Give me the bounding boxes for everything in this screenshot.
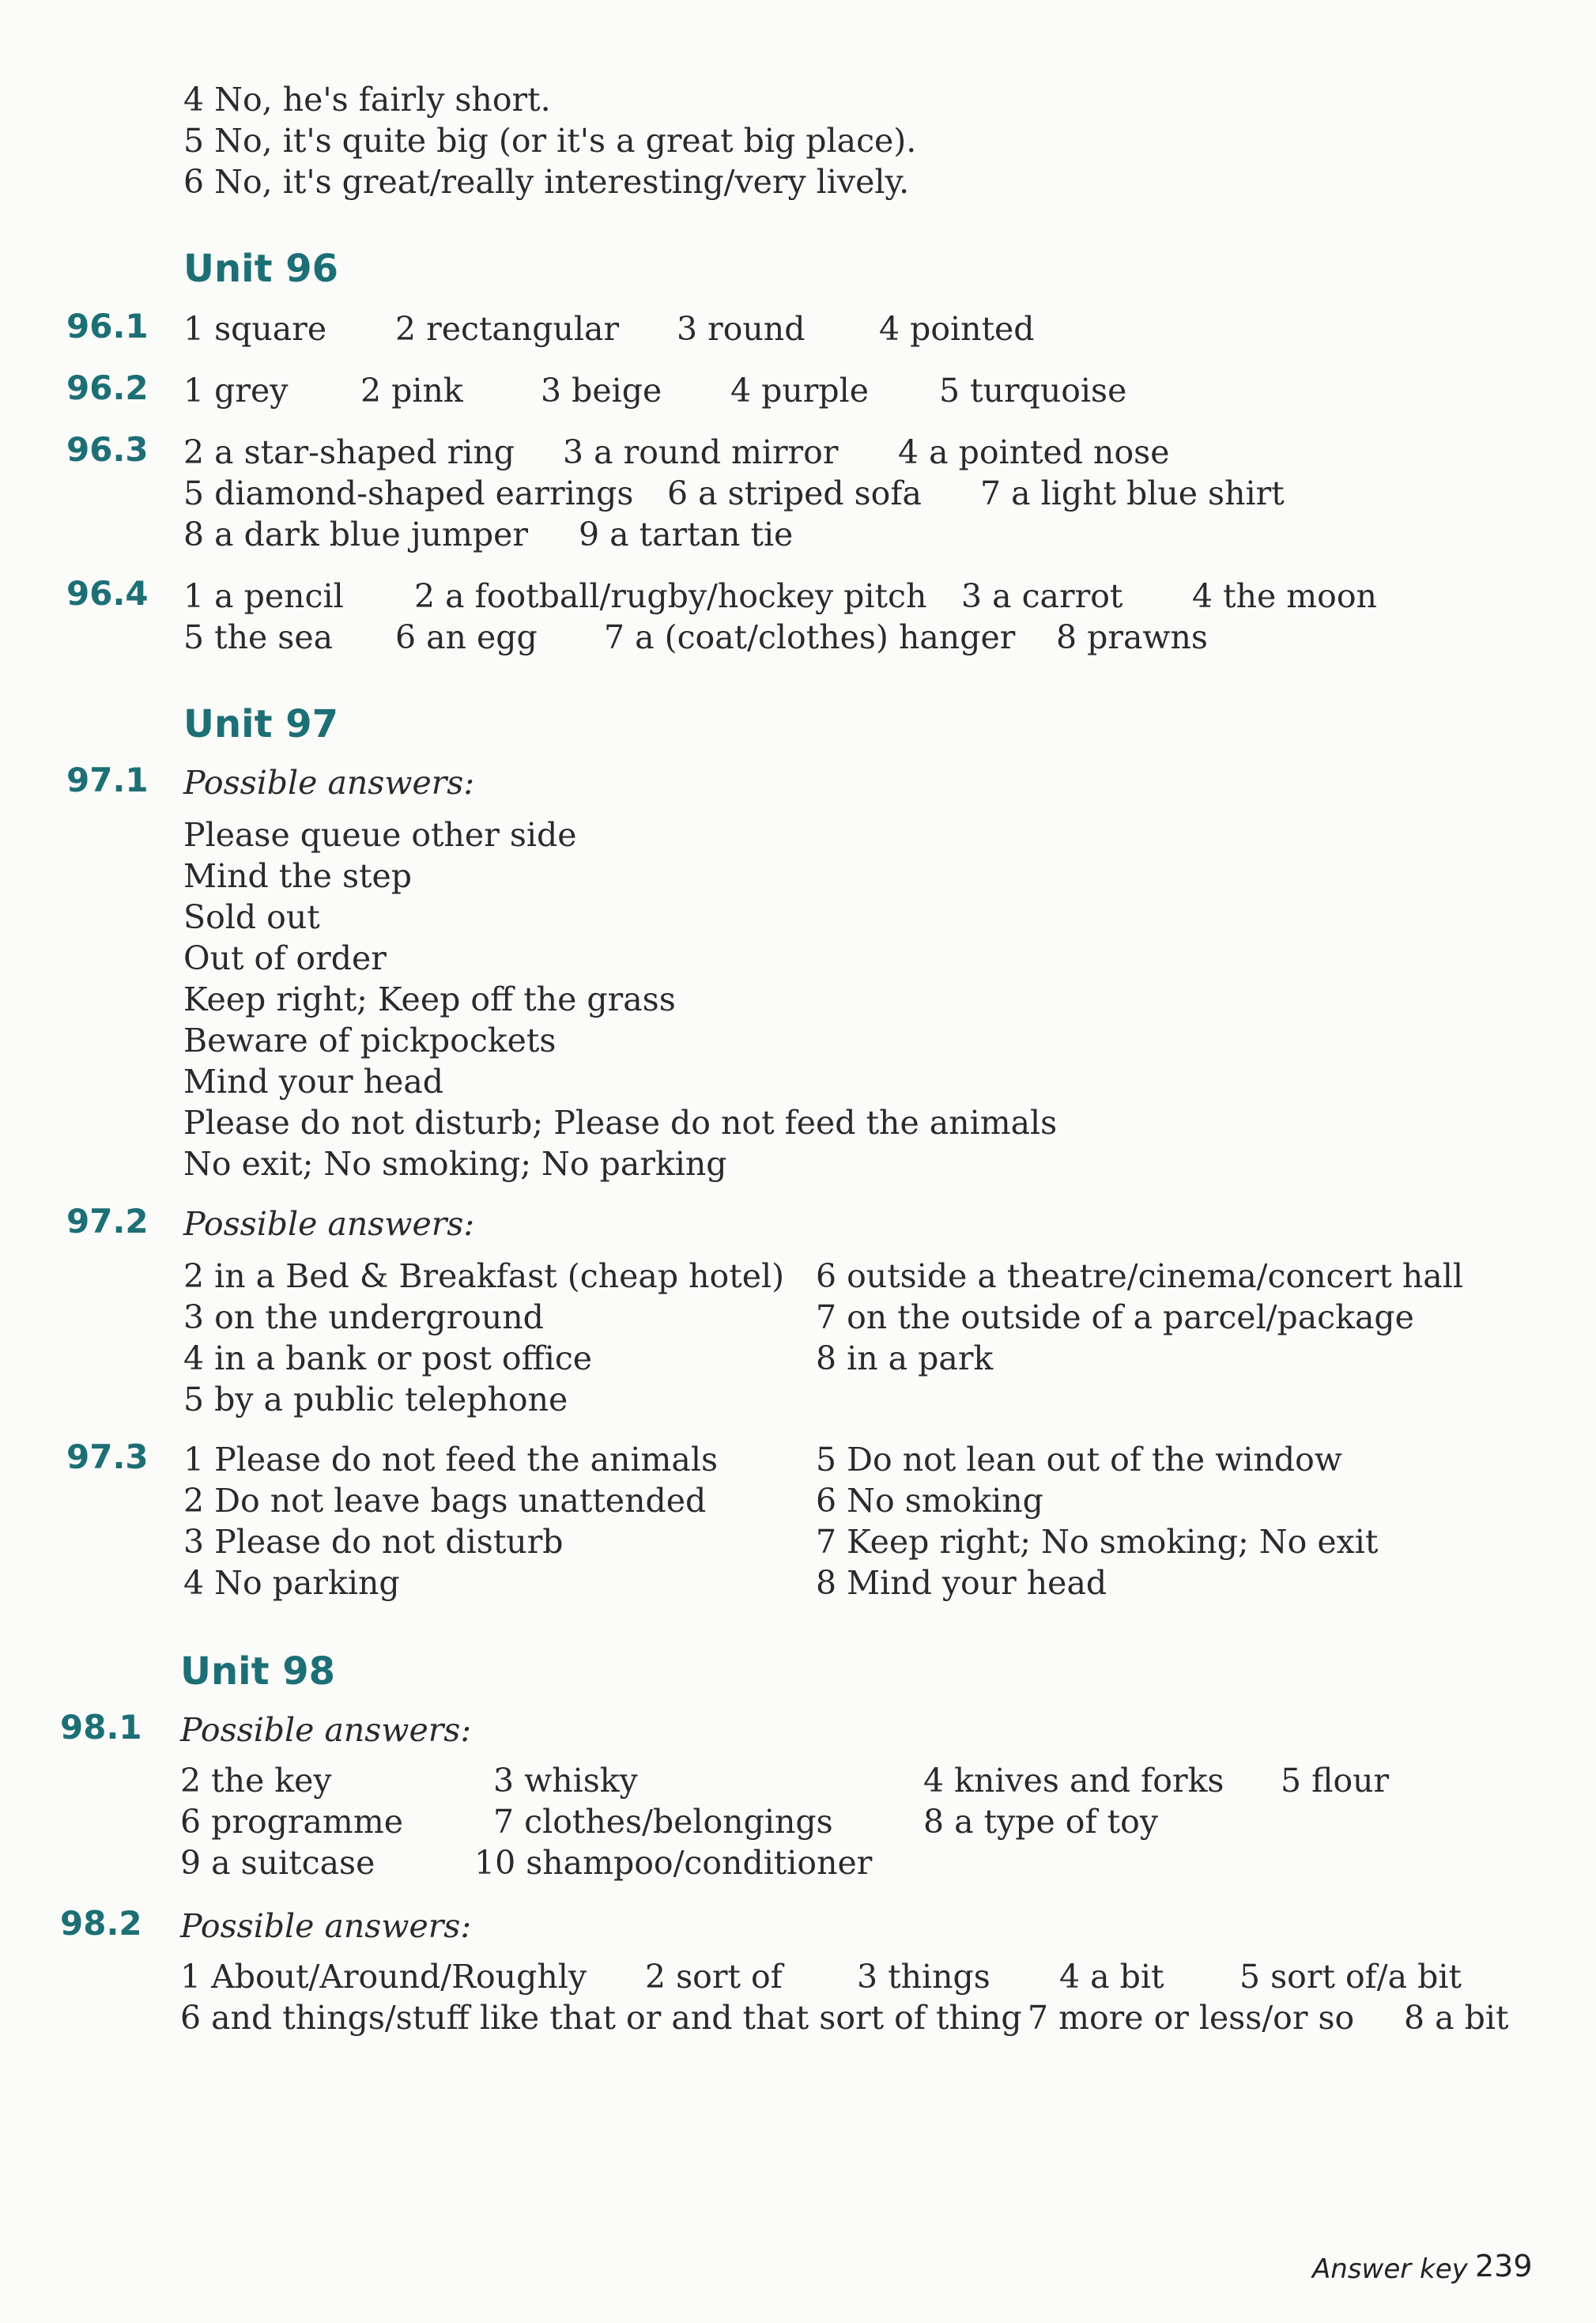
answer-item: 4 pointed [879,310,1035,348]
answer-item: 3 whisky [493,1762,638,1800]
exercise-number: 97.3 [66,1437,149,1476]
answer-item: 2 a star-shaped ring [183,433,515,471]
answer-item: 5 sort of/a bit [1239,1958,1462,1996]
answer-item: 5 Do not lean out of the window [816,1441,1342,1479]
answer-line: Sold out [183,898,320,936]
answer-item: 8 a type of toy [923,1803,1158,1841]
answer-item: 2 pink [360,372,463,410]
answer-item: 10 shampoo/conditioner [474,1844,873,1882]
answer-item: 6 a striped sofa [667,474,922,512]
answer-item: 2 in a Bed & Breakfast (cheap hotel) [183,1257,785,1295]
answer-item: 4 purple [730,372,869,410]
answer-item: 8 a bit [1404,1999,1509,2037]
answer-item: 8 a dark blue jumper [183,516,528,553]
answer-item: 4 a bit [1059,1958,1164,1996]
answer-line: 5 No, it's quite big (or it's a great big place). [183,122,917,160]
answer-item: 3 a round mirror [563,433,839,471]
answer-item: 8 Mind your head [816,1564,1107,1602]
answer-item: 5 by a public telephone [183,1381,568,1418]
answer-line: Out of order [183,939,387,977]
answer-item: 2 rectangular [395,310,620,348]
answer-line: Mind the step [183,857,412,895]
answer-item: 3 things [857,1958,990,1996]
answer-item: 5 flour [1281,1762,1390,1800]
exercise-number: 96.3 [66,430,149,469]
answer-item: 3 on the underground [183,1298,544,1336]
answer-item: 3 beige [541,372,662,410]
answer-item: 6 and things/stuff like that or and that sort of thing [180,1999,1022,2037]
unit-heading: Unit 97 [183,702,339,746]
answer-line: Beware of pickpockets [183,1022,557,1060]
answer-item: 6 an egg [395,618,538,656]
exercise-number: 96.4 [66,574,149,613]
answer-item: 5 the sea [183,618,334,656]
possible-answers-note: Possible answers: [180,1907,472,1945]
answer-item: 1 grey [183,372,289,410]
exercise-number: 97.2 [66,1202,149,1241]
answer-item: 6 programme [180,1803,403,1841]
answer-line: No exit; No smoking; No parking [183,1145,727,1183]
answer-item: 4 a pointed nose [898,433,1170,471]
answer-item: 1 square [183,310,327,348]
answer-line: Keep right; Keep off the grass [183,980,676,1018]
exercise-number: 97.1 [66,761,149,799]
answer-item: 4 knives and forks [923,1762,1224,1800]
answer-item: 2 Do not leave bags unattended [183,1482,707,1520]
answer-item: 9 a tartan tie [579,516,794,553]
answer-item: 7 a (coat/clothes) hanger [604,618,1016,656]
exercise-number: 96.2 [66,368,149,407]
answer-item: 5 turquoise [939,372,1127,410]
answer-item: 3 Please do not disturb [183,1523,564,1561]
exercise-number: 98.1 [60,1708,142,1747]
exercise-number: 98.2 [60,1904,142,1943]
answer-item: 7 more or less/or so [1028,1999,1355,2037]
answer-item: 2 a football/rugby/hockey pitch [414,577,927,615]
answer-item: 9 a suitcase [180,1844,375,1882]
answer-item: 7 on the outside of a parcel/package [816,1298,1414,1336]
unit-heading: Unit 98 [180,1649,336,1694]
possible-answers-note: Possible answers: [180,1711,472,1749]
answer-item: 6 outside a theatre/cinema/concert hall [816,1257,1463,1295]
unit-heading: Unit 96 [183,247,339,291]
page-number: 239 [1475,2249,1533,2283]
answer-item: 8 in a park [816,1339,994,1377]
answer-item: 1 a pencil [183,577,344,615]
footer-label: Answer key [1312,2253,1468,2285]
answer-item: 1 Please do not feed the animals [183,1441,719,1479]
answer-item: 4 No parking [183,1564,400,1602]
answer-item: 1 About/Around/Roughly [180,1958,587,1996]
answer-item: 3 round [677,310,806,348]
answer-item: 7 clothes/belongings [493,1803,833,1841]
answer-item: 5 diamond-shaped earrings [183,474,634,512]
possible-answers-note: Possible answers: [183,764,475,802]
answer-item: 4 in a bank or post office [183,1339,593,1377]
answer-line: Please do not disturb; Please do not feed the animals [183,1104,1058,1142]
answer-item: 7 Keep right; No smoking; No exit [816,1523,1379,1561]
answer-item: 3 a carrot [961,577,1123,615]
exercise-number: 96.1 [66,307,149,346]
answer-item: 2 the key [180,1762,332,1800]
answer-item: 2 sort of [645,1958,783,1996]
answer-line: Please queue other side [183,816,577,854]
possible-answers-note: Possible answers: [183,1205,475,1243]
answer-item: 6 No smoking [816,1482,1043,1520]
answer-item: 8 prawns [1056,618,1208,656]
answer-item: 7 a light blue shirt [980,474,1285,512]
answer-line: 6 No, it's great/really interesting/very lively. [183,163,910,201]
answer-line: 4 No, he's fairly short. [183,81,551,119]
answer-line: Mind your head [183,1063,444,1101]
answer-item: 4 the moon [1192,577,1377,615]
